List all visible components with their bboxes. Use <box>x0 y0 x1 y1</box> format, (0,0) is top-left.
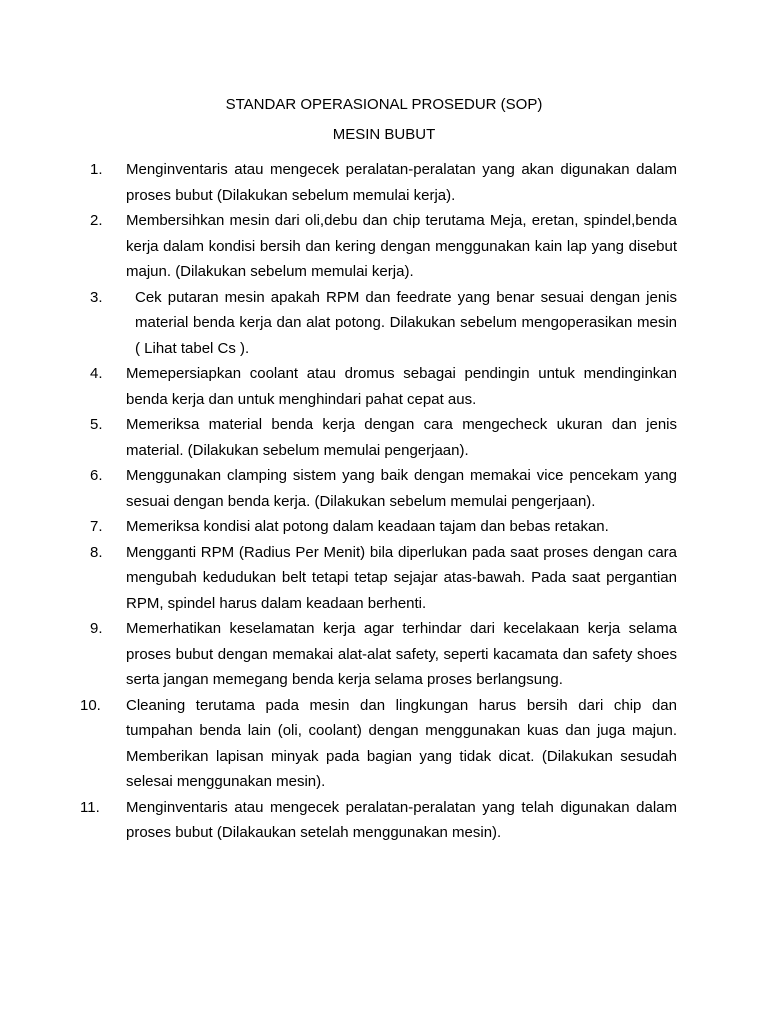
item-number: 7. <box>90 518 103 535</box>
list-item <box>90 157 677 208</box>
item-text: Cleaning terutama pada mesin dan lingkungan harus bersih dari chip dan tumpahan benda lain (oli, coolant) dengan menggunakan kuas dan juga majun. Memberikan lapisan minyak pada bagian yang tidak dicat. (Dilakukan sesudah selesai menggunakan mesin). <box>126 696 677 790</box>
item-text: Menginventaris atau mengecek peralatan-peralatan yang telah digunakan dalam proses bubut (Dilakaukan setelah menggunakan mesin). <box>126 798 677 841</box>
item-number: 3. <box>90 288 103 306</box>
list-item <box>90 208 677 285</box>
document-subtitle: MESIN BUBUT <box>332 126 436 143</box>
list-item <box>90 540 677 617</box>
document-title: STANDAR OPERASIONAL PROSEDUR (SOP) <box>225 96 543 113</box>
item-text: Membersihkan mesin dari oli,debu dan chip terutama Meja, eretan, spindel,benda kerja dalam kondisi bersih dan kering dengan menggunakan kain lap yang disebut majun. (Dilakukan sebelum memulai kerja). <box>126 212 677 280</box>
item-number: 6. <box>90 467 103 484</box>
item-text: Cek putaran mesin apakah RPM dan feedrate yang benar sesuai dengan jenis material benda kerja dan alat potong. Dilakukan sebelum mengoperasikan mesin ( Lihat tabel Cs ). <box>135 288 677 357</box>
item-number: 10. <box>80 696 101 714</box>
item-text: Mengganti RPM (Radius Per Menit) bila diperlukan pada saat proses dengan cara mengubah kedudukan belt tetapi tetap sejajar atas-bawah. Pada saat pergantian RPM, spindel harus dalam keadaan berhenti. <box>126 543 677 612</box>
item-number: 2. <box>90 212 103 229</box>
list-item <box>90 616 677 693</box>
item-text: Menggunakan clamping sistem yang baik dengan memakai vice pencekam yang sesuai dengan benda kerja. (Dilakukan sebelum memulai pengerjaan). <box>126 467 677 510</box>
item-number: 8. <box>90 543 103 561</box>
item-text: Memeriksa material benda kerja dengan cara mengecheck ukuran dan jenis material. (Dilakukan sebelum memulai pengerjaan). <box>126 416 677 459</box>
list-item <box>90 361 677 412</box>
list-item <box>80 693 677 795</box>
item-number: 11. <box>80 798 100 816</box>
list-item <box>90 285 677 362</box>
procedure-list <box>80 157 677 846</box>
item-number: 9. <box>90 620 103 637</box>
list-item <box>90 463 677 514</box>
list-item <box>90 514 677 540</box>
item-number: 1. <box>90 161 103 178</box>
list-item <box>80 795 677 846</box>
list-item <box>90 412 677 463</box>
item-number: 5. <box>90 416 103 433</box>
item-text: Memepersiapkan coolant atau dromus sebagai pendingin untuk mendinginkan benda kerja dan untuk menghindari pahat cepat aus. <box>126 365 677 408</box>
item-text: Menginventaris atau mengecek peralatan-peralatan yang akan digunakan dalam proses bubut (Dilakukan sebelum memulai kerja). <box>126 161 677 204</box>
item-text: Memeriksa kondisi alat potong dalam keadaan tajam dan bebas retakan. <box>126 518 609 535</box>
item-number: 4. <box>90 365 103 382</box>
item-text: Memerhatikan keselamatan kerja agar terhindar dari kecelakaan kerja selama proses bubut dengan memakai alat-alat safety, seperti kacamata dan safety shoes serta jangan memegang benda kerja selama proses berlangsung. <box>126 620 677 688</box>
